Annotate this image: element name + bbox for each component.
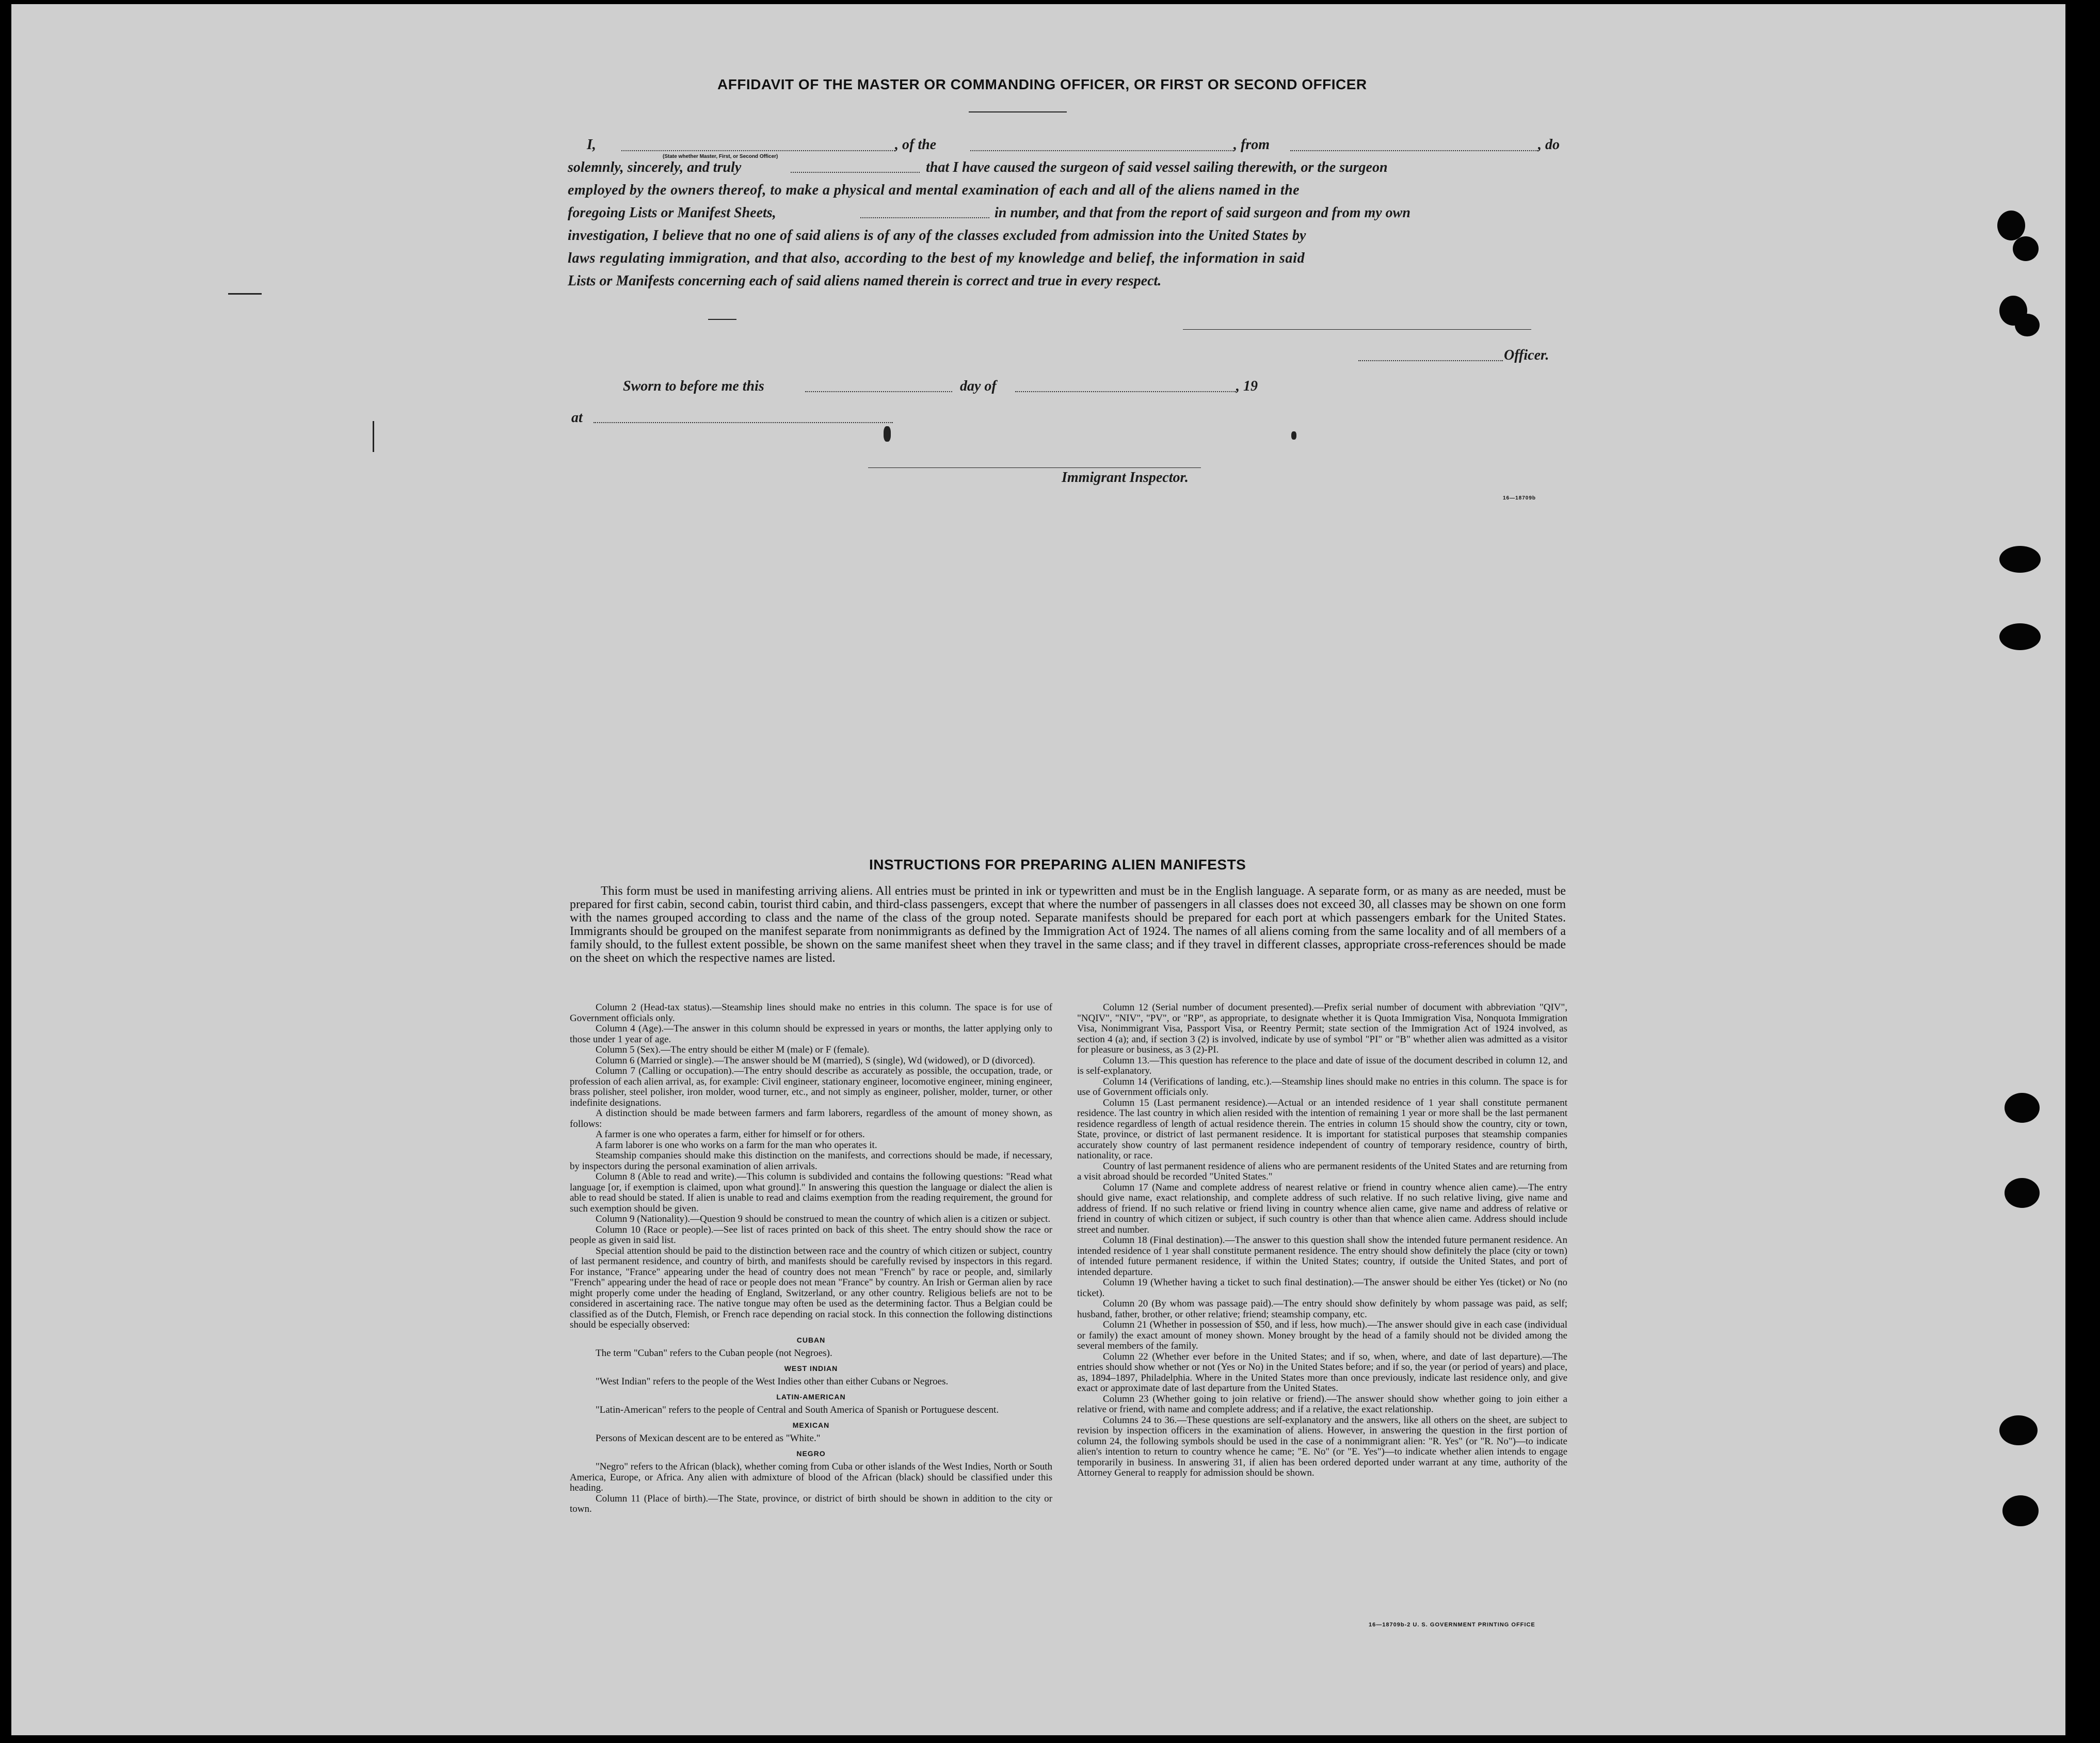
state-note: (State whether Master, First, or Second Officer): [663, 154, 778, 159]
instructions-title: INSTRUCTIONS FOR PREPARING ALIEN MANIFESTS: [869, 857, 1246, 873]
punch-hole: [1999, 546, 2041, 573]
punch-hole: [1997, 211, 2025, 240]
place-blank: [594, 422, 893, 423]
col15-para: Column 15 (Last permanent residence).—Actual or an intended residence of 1 year shall constitute permanent residence. The last country in which alien resided with the intention of remaining 1 year or more shall be the last permanent residence regardless of length of actual residence therein. The entries in column 15 should show the country, city or town, State, province, or district of last permanent residence. It is important for statistical purposes that steamship companies accurately show country of last permanent residence independent of country of temporary residence, country of birth, nationality, or race.: [1077, 1097, 1567, 1161]
col11-para: Column 11 (Place of birth).—The State, province, or district of birth should be shown in addition to the city or town.: [570, 1493, 1052, 1514]
affidavit-title: AFFIDAVIT OF THE MASTER OR COMMANDING OFFICER, OR FIRST OR SECOND OFFICER: [717, 76, 1367, 92]
year-label: , 19: [1236, 378, 1258, 394]
at-label: at: [571, 410, 583, 426]
col6-para: Column 6 (Married or single).—The answer should be M (married), S (single), Wd (widowed), or D (divorced).: [596, 1055, 1035, 1066]
affidavit-line4-a: foregoing Lists or Manifest Sheets,: [568, 205, 776, 221]
sworn-day-blank: [805, 391, 952, 392]
inspector-signature-line: [868, 467, 1201, 468]
farm-laborer-para: A farm laborer is one who works on a farm for the man who operates it.: [596, 1139, 877, 1151]
punch-hole: [2013, 236, 2039, 261]
col10-para: Column 10 (Race or people).—See list of races printed on back of this sheet. The entry should show the race or people as given in said list.: [570, 1224, 1052, 1246]
cuban-para: The term "Cuban" refers to the Cuban people (not Negroes).: [596, 1348, 832, 1359]
left-column: [570, 1003, 1052, 1515]
printing-office-footer: 16—18709b-2 U. S. GOVERNMENT PRINTING OFFICE: [1369, 1622, 1535, 1628]
day-of-label: day of: [960, 378, 997, 394]
number-blank: [860, 217, 989, 218]
affidavit-line7: Lists or Manifests concerning each of said aliens named therein is correct and true in every respect.: [568, 273, 1162, 289]
col23-para: Column 23 (Whether going to join relative or friend).—The answer should show whether going to join either a relative or friend, with name and complete address; and if a relative, the exact relationship.: [1077, 1393, 1567, 1415]
affidavit-line2-b: that I have caused the surgeon of said vessel sailing therewith, or the surgeon: [926, 159, 1388, 175]
heading-cuban: CUBAN: [796, 1335, 826, 1344]
punch-hole: [1999, 623, 2041, 650]
affidavit-line1-from: , from: [1233, 137, 1270, 153]
col2-para: Column 2 (Head-tax status).—Steamship lines should make no entries in this column. The space is for use of Government officials only.: [570, 1002, 1052, 1024]
col21-para: Column 21 (Whether in possession of $50, and if less, how much).—The answer should give in each case (individual or family) the exact amount of money shown. Money brought by the head of a family should not be divided among the several members of the family.: [1077, 1319, 1567, 1351]
ink-mark: [1291, 431, 1296, 440]
manifest-sheet: [11, 4, 2065, 1735]
affidavit-line1-of: , of the: [895, 137, 937, 153]
month-blank: [1015, 391, 1236, 392]
ink-mark: [884, 426, 891, 442]
vessel-blank: [970, 150, 1233, 151]
col19-para: Column 19 (Whether having a ticket to such final destination).—The answer should be either Yes (ticket) or No (no ticket).: [1077, 1277, 1567, 1299]
sworn-label: Sworn to before me this: [623, 378, 764, 394]
officer-rank-blank: [621, 150, 895, 151]
col24-36-para: Columns 24 to 36.—These questions are self-explanatory and the answers, like all others on the sheet, are subject to revision by inspection officers in the examination of aliens. However, in answering the question in the first portion of column 24, the following symbols should be used in the case of a nonimmigrant alien: "R. Yes" (or "R. No")—to indicate alien's intention to return to country whence he came; "E. No" (or "E. Yes")—to indicate whether alien intends to engage temporarily in business. In answering 31, if alien has been ordered deported under warrant at any time, authority of the Attorney General to reapply for admission should be shown.: [1077, 1414, 1567, 1478]
inspector-label: Immigrant Inspector.: [1062, 470, 1189, 486]
heading-mexican: MEXICAN: [792, 1421, 830, 1429]
officer-label: Officer.: [1504, 347, 1549, 363]
col13-para: Column 13.—This question has reference to the place and date of issue of the document described in column 12, and is self-explanatory.: [1077, 1055, 1567, 1076]
sworn-blank: [791, 172, 920, 173]
latin-american-para: "Latin-American" refers to the people of Central and South America of Spanish or Portuguese descent.: [596, 1405, 999, 1415]
form-number: 16—18709b: [1503, 495, 1536, 501]
punch-hole: [2015, 314, 2040, 336]
punch-hole: [1999, 1415, 2038, 1445]
title-underline: [969, 111, 1067, 112]
instructions-intro: This form must be used in manifesting arriving aliens. All entries must be printed in ink or typewritten and must be in the English language. A separate form, or as many as are needed, must be prepared for first cabin, second cabin, tourist third cabin, and third-class passengers, except that where the number of passengers in all classes does not exceed 30, all classes may be shown on one form with the names grouped according to class and the name of the class of the group noted. Separate manifests should be prepared for each port at which passengers embark for the United States. Immigrants should be grouped on the manifest separate from nonimmigrants as defined by the Immigration Act of 1924. The names of all aliens coming from the same locality and of all members of a family should, to the fullest extent possible, be shown on the same manifest sheet when they travel in the same class; and if they travel in different classes, appropriate cross-references should be made on the sheet on which the respective names are listed.: [570, 884, 1566, 965]
col17-para: Column 17 (Name and complete address of nearest relative or friend in country whence alien came).—The entry should give name, exact relationship, and complete address of such relative. If no such relative living, give name and address of friend. If no such relative or friend living in country whence alien came, give name and address of relative or friend in country of which citizen or subject, if such country is other than that whence alien came. Address should include street and number.: [1077, 1182, 1567, 1235]
affidavit-line1-do: , do: [1538, 137, 1560, 153]
heading-negro: NEGRO: [796, 1449, 826, 1458]
heading-latin-american: LATIN-AMERICAN: [776, 1392, 846, 1401]
right-column: [1077, 1003, 1567, 1479]
col8-para: Column 8 (Able to read and write).—This column is subdivided and contains the following questions: "Read what language [or, if exemption is claimed, upon what ground]." In answering this question the language or dialect the alien is able to read should be stated. If alien is unable to read and claims exemption from the reading requirement, the ground for such exemption should be given.: [570, 1171, 1052, 1214]
punch-hole: [2005, 1178, 2040, 1208]
affidavit-line3: employed by the owners thereof, to make a physical and mental examination of each and all of the aliens named in the: [568, 182, 1300, 198]
affidavit-line5: investigation, I believe that no one of said aliens is of any of the classes excluded from admission into the United States by: [568, 228, 1306, 244]
punch-hole: [2005, 1093, 2040, 1123]
steamship-para: Steamship companies should make this distinction on the manifests, and corrections should be made, if necessary, by inspectors during the personal examination of alien arrivals.: [570, 1150, 1052, 1172]
race-distinction-para: Special attention should be paid to the distinction between race and the country of which citizen or subject, country of last permanent residence, and country of birth, and manifests should be carefully revised by inspectors in this regard. For instance, "France" appearing under the head of country does not mean "French" by race or people, and, similarly "French" appearing under the head of race or people does not mean "France" by country. An Irish or German alien by race might properly come under the heading of England, Switzerland, or any other country. Religious beliefs are not to be considered in ascertaining race. The native tongue may often be used as the determining factor. Thus a Belgian could be classified as of the Dutch, Flemish, or French race depending on racial stock. In this connection the following distinctions should be especially observed:: [570, 1245, 1052, 1330]
col18-para: Column 18 (Final destination).—The answer to this question shall show the intended future permanent residence. An intended residence of 1 year shall constitute permanent residence. The entry should show definitely the place (city or town) of intended future permanent residence, if within the United States; country, if outside the United States, and port of intended departure.: [1077, 1235, 1567, 1278]
col12-para: Column 12 (Serial number of document presented).—Prefix serial number of document with abbreviation "QIV", "NQIV", "NIV", "PV", or "RP", as appropriate, to designate whether it is Quota Immigration Visa, Nonquota Immigration Visa, Nonimmigrant Visa, Passport Visa, or Reentry Permit; state section of the Immigration Act of 1924 involved, as section 4 (a); and, if section 3 (2) is involved, indicate by use of symbol "PI" or "B" whether alien was admitted as a visitor for pleasure or business, as 3 (2)-PI.: [1077, 1002, 1567, 1055]
farmer-para: A farmer is one who operates a farm, either for himself or for others.: [596, 1129, 865, 1140]
affidavit-line6: laws regulating immigration, and that also, according to the best of my knowledge and belief, the information in said: [568, 250, 1305, 266]
affidavit-line1-i: I,: [587, 137, 596, 153]
mexican-para: Persons of Mexican descent are to be entered as "White.": [596, 1433, 821, 1444]
col4-para: Column 4 (Age).—The answer in this column should be expressed in years or months, the latter applying only to those under 1 year of age.: [570, 1023, 1052, 1045]
col22-para: Column 22 (Whether ever before in the United States; and if so, when, where, and date of last departure).—The entries should show whether or not (Yes or No) in the United States before; and if so, the year (or period of years) and place, as, 1894–1897, Philadelphia. Where in the United States more than once previously, indicate last residence only, and give exact or approximate date of last departure from the United States.: [1077, 1351, 1567, 1394]
port-blank: [1290, 150, 1538, 151]
signature-line: [1183, 329, 1531, 330]
margin-mark: [228, 293, 262, 295]
col5-para: Column 5 (Sex).—The entry should be either M (male) or F (female).: [596, 1044, 870, 1055]
col15b-para: Country of last permanent residence of aliens who are permanent residents of the United States and are returning from a visit abroad should be recorded "United States.": [1077, 1160, 1567, 1182]
col7-para: Column 7 (Calling or occupation).—The entry should describe as accurately as possible, the occupation, trade, or profession of each alien arrival, as, for example: Civil engineer, stationary engineer, locomotive engineer, mining engineer, brass polisher, steel polisher, iron molder, wood turner, etc., and not simply as engineer, polisher, molder, turner, or other indefinite designations.: [570, 1066, 1052, 1108]
margin-mark: [708, 319, 736, 320]
affidavit-line2-a: solemnly, sincerely, and truly: [568, 159, 742, 175]
col14-para: Column 14 (Verifications of landing, etc.).—Steamship lines should make no entries in this column. The space is for use of Government officials only.: [1077, 1076, 1567, 1098]
heading-west-indian: WEST INDIAN: [784, 1364, 838, 1373]
negro-para: "Negro" refers to the African (black), whether coming from Cuba or other islands of the West Indies, North or South America, Europe, or Africa. Any alien with admixture of blood of the African (black) should be classified under this heading.: [570, 1461, 1052, 1493]
farmer-distinction-para: A distinction should be made between farmers and farm laborers, regardless of the amount of money shown, as follows:: [570, 1108, 1052, 1129]
col20-para: Column 20 (By whom was passage paid).—The entry should show definitely by whom passage was paid, as self; husband, father, brother, or other relative; friend; steamship company, etc.: [1077, 1298, 1567, 1320]
affidavit-line4-b: in number, and that from the report of said surgeon and from my own: [995, 205, 1410, 221]
officer-blank: [1358, 360, 1503, 361]
margin-mark: [373, 421, 374, 452]
punch-hole: [2002, 1495, 2039, 1526]
col9-para: Column 9 (Nationality).—Question 9 should be construed to mean the country of which alien is a citizen or subject.: [596, 1214, 1051, 1224]
west-indian-para: "West Indian" refers to the people of the West Indies other than either Cubans or Negroes.: [596, 1376, 949, 1387]
